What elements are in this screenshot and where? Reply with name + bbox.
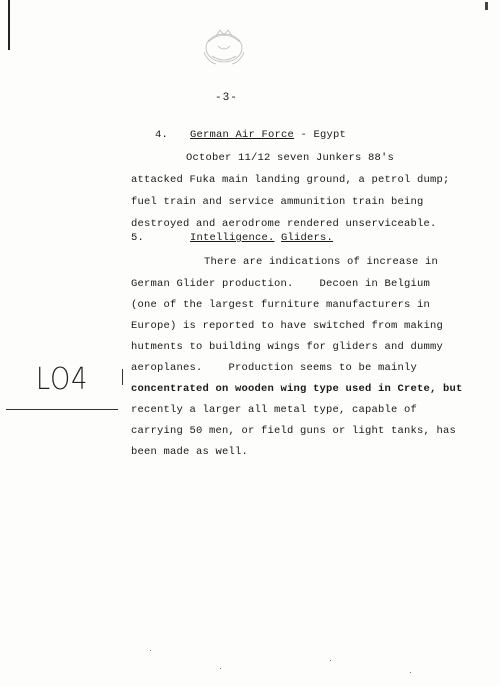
paragraph-line: concentrated on wooden wing type used in Crete, but xyxy=(131,383,463,395)
paragraph-line: Europe) is reported to have switched from making xyxy=(131,320,444,332)
section-heading-suffix: Gliders. xyxy=(281,232,334,244)
section-heading xyxy=(190,129,346,141)
paragraph-line: destroyed and aerodrome rendered unserviceable. xyxy=(131,218,437,230)
section-number: 4. xyxy=(155,129,169,141)
margin-rule xyxy=(6,409,118,410)
corner-mark xyxy=(485,2,488,10)
section-heading-suffix: - Egypt xyxy=(294,129,347,141)
paragraph-line: carrying 50 men, or field guns or light tanks, has xyxy=(131,425,457,437)
paper-speck xyxy=(150,650,151,651)
paragraph-line: been made as well. xyxy=(131,446,249,458)
paper-speck xyxy=(220,668,221,669)
paper-speck xyxy=(330,660,331,661)
section-heading xyxy=(190,232,333,244)
paragraph-line: fuel train and service ammunition train being xyxy=(131,196,424,208)
paragraph-line: German Glider production. Decoen in Belgium xyxy=(131,278,431,290)
paragraph-line: hutments to building wings for gliders and dummy xyxy=(131,341,444,353)
margin-handwriting: LO4 xyxy=(36,362,89,397)
page-number: -3- xyxy=(215,92,238,104)
paragraph-line: aeroplanes. Production seems to be mainly xyxy=(131,362,418,374)
paragraph-line: There are indications of increase in xyxy=(204,256,439,268)
paper-speck xyxy=(410,672,411,673)
section-number: 5. xyxy=(131,232,145,244)
paragraph-line: recently a larger all metal type, capable of xyxy=(131,404,418,416)
paragraph-line: attacked Fuka main landing ground, a petrol dump; xyxy=(131,174,450,186)
section-heading-label: Intelligence. xyxy=(190,232,275,244)
crest-emblem-icon xyxy=(194,22,254,72)
left-edge-mark xyxy=(8,0,10,50)
margin-bar xyxy=(122,369,123,385)
section-heading-label: German Air Force xyxy=(190,129,295,141)
paragraph-line: October 11/12 seven Junkers 88's xyxy=(186,152,395,164)
paragraph-line: (one of the largest furniture manufacturers in xyxy=(131,299,431,311)
